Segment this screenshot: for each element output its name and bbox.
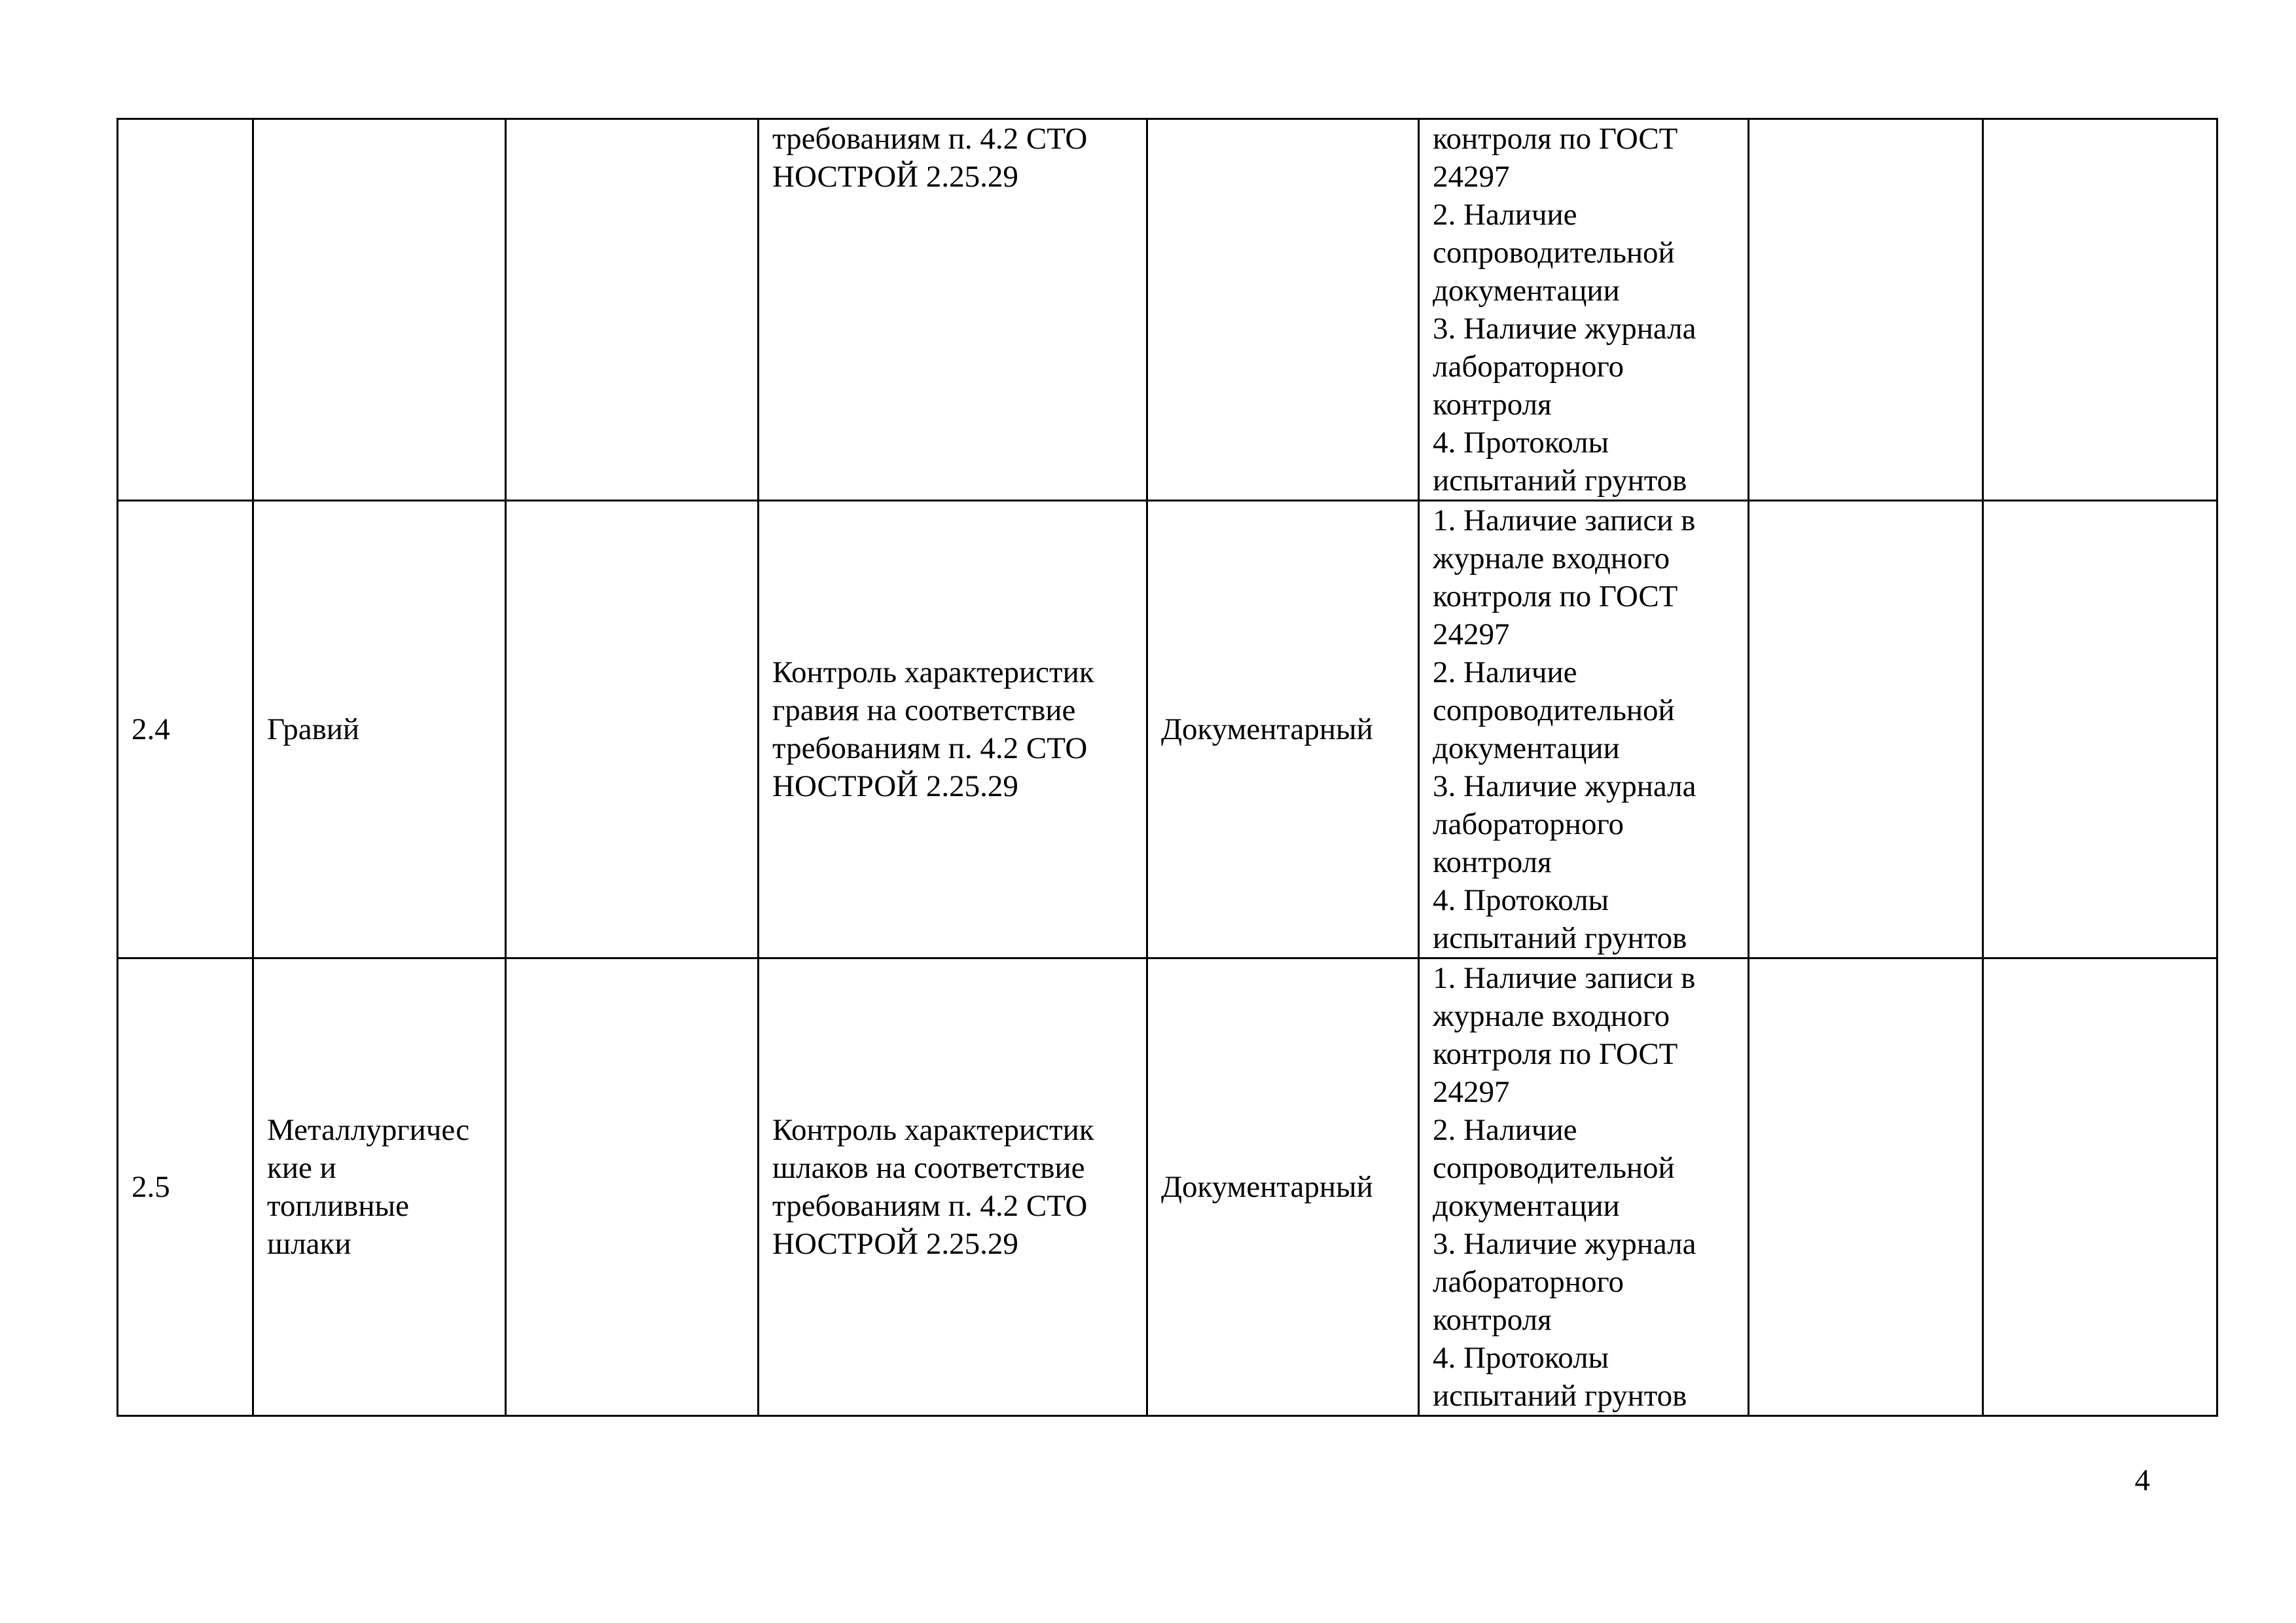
cell-number: 2.5 xyxy=(118,958,253,1416)
page-number: 4 xyxy=(2134,1463,2150,1497)
text-line: сопроводительной xyxy=(1433,693,1675,727)
control-table xyxy=(117,118,2218,1417)
text-line: 3. Наличие журнала xyxy=(1433,769,1696,803)
cell-control-description xyxy=(759,501,1147,958)
text-line: документации xyxy=(1433,1189,1620,1223)
cell-control-description xyxy=(759,119,1147,501)
text-line: 4. Протоколы xyxy=(1433,883,1609,917)
cell-empty xyxy=(506,501,759,958)
text-line: журнале входного xyxy=(1433,541,1670,575)
text-line: Гравий xyxy=(267,712,360,746)
text-line: контроля xyxy=(1433,388,1552,422)
text-line: Контроль характеристик xyxy=(772,655,1094,689)
text-line: испытаний грунтов xyxy=(1433,921,1687,955)
cell-empty xyxy=(506,119,759,501)
text-line: кие и xyxy=(267,1151,336,1185)
cell-empty xyxy=(1983,119,2217,501)
text-line: гравия на соответствие xyxy=(772,693,1076,727)
text-line: Контроль характеристик xyxy=(772,1113,1094,1147)
text-line: испытаний грунтов xyxy=(1433,464,1687,498)
cell-control-description xyxy=(759,958,1147,1416)
cell-documents xyxy=(1419,501,1749,958)
cell-empty xyxy=(1749,958,1983,1416)
cell-control-method xyxy=(1147,119,1419,501)
cell-control-method: Документарный xyxy=(1147,958,1419,1416)
cell-control-method: Документарный xyxy=(1147,501,1419,958)
text-line: НОСТРОЙ 2.25.29 xyxy=(772,769,1018,803)
table-row xyxy=(118,958,2217,1416)
text-line: документации xyxy=(1433,731,1620,765)
text-line: 4. Протоколы xyxy=(1433,426,1609,460)
text-line: испытаний грунтов xyxy=(1433,1379,1687,1413)
text-line: 2. Наличие xyxy=(1433,655,1577,689)
table-row xyxy=(118,119,2217,501)
text-line: требованиям п. 4.2 СТО xyxy=(772,731,1088,765)
text-line: шлаков на соответствие xyxy=(772,1151,1085,1185)
cell-material-name xyxy=(253,501,506,958)
text-line: шлаки xyxy=(267,1227,351,1261)
text-line: 3. Наличие журнала xyxy=(1433,1227,1696,1261)
text-line: требованиям п. 4.2 СТО xyxy=(772,1189,1088,1223)
text-line: 24297 xyxy=(1433,160,1510,194)
cell-empty xyxy=(506,958,759,1416)
text-line: контроля по ГОСТ xyxy=(1433,579,1678,613)
text-line: НОСТРОЙ 2.25.29 xyxy=(772,1227,1018,1261)
text-line: лабораторного xyxy=(1433,807,1624,841)
cell-empty xyxy=(1983,501,2217,958)
text-line: документации xyxy=(1433,274,1620,308)
text-line: сопроводительной xyxy=(1433,236,1675,270)
cell-material-name xyxy=(253,958,506,1416)
text-line: 24297 xyxy=(1433,1075,1510,1109)
cell-empty xyxy=(1749,119,1983,501)
text-line: 2. Наличие xyxy=(1433,1113,1577,1147)
text-line: 1. Наличие записи в xyxy=(1433,503,1696,538)
text-line: требованиям п. 4.2 СТО xyxy=(772,122,1088,156)
text-line: контроля по ГОСТ xyxy=(1433,1037,1678,1071)
text-line: лабораторного xyxy=(1433,350,1624,384)
text-line: журнале входного xyxy=(1433,999,1670,1033)
text-line: 3. Наличие журнала xyxy=(1433,312,1696,346)
text-line: сопроводительной xyxy=(1433,1151,1675,1185)
text-line: 2. Наличие xyxy=(1433,198,1577,232)
cell-empty xyxy=(1983,958,2217,1416)
text-line: лабораторного xyxy=(1433,1265,1624,1299)
text-line: 1. Наличие записи в xyxy=(1433,961,1696,995)
cell-empty xyxy=(1749,501,1983,958)
table-row xyxy=(118,501,2217,958)
text-line: Металлургичес xyxy=(267,1113,470,1147)
cell-number xyxy=(118,119,253,501)
text-line: 4. Протоколы xyxy=(1433,1341,1609,1375)
text-line: контроля по ГОСТ xyxy=(1433,122,1678,156)
text-line: топливные xyxy=(267,1189,409,1223)
text-line: контроля xyxy=(1433,845,1552,879)
cell-material-name xyxy=(253,119,506,501)
cell-documents xyxy=(1419,958,1749,1416)
cell-number: 2.4 xyxy=(118,501,253,958)
cell-documents xyxy=(1419,119,1749,501)
text-line: НОСТРОЙ 2.25.29 xyxy=(772,160,1018,194)
text-line: контроля xyxy=(1433,1303,1552,1337)
text-line: 24297 xyxy=(1433,617,1510,651)
